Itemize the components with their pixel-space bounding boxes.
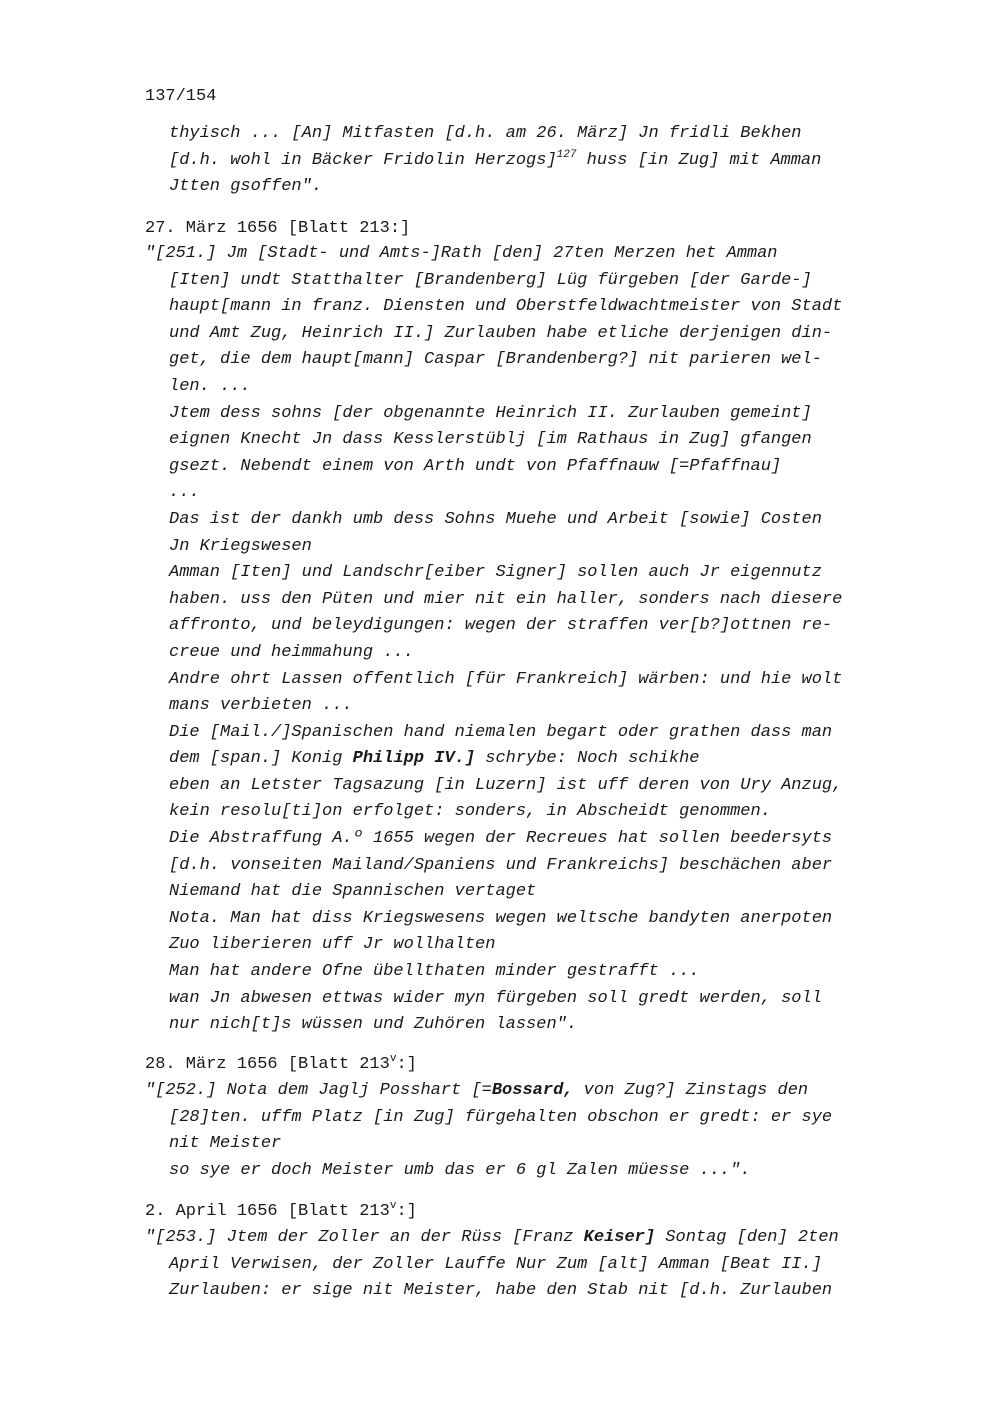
text-line: Jtem dess sohns [der obgenannte Heinrich II. Zurlauben gemeint]: [169, 403, 812, 423]
text-line: Das ist der dankh umb dess Sohns Muehe und Arbeit [sowie] Costen: [169, 509, 822, 529]
bold-name: Bossard,: [491, 1081, 574, 1100]
heading-text: 2. April 1656 [Blatt 213: [145, 1202, 390, 1221]
text-line: Zurlauben: er sige nit Meister, habe den Stab nit [d.h. Zurlauben: [169, 1281, 833, 1301]
text-line: Jtten gsoffen".: [169, 177, 323, 197]
text-line: eben an Letster Tagsazung [in Luzern] ist uff deren von Ury Anzug,: [169, 775, 843, 795]
text-line: Man hat andere Ofne übellthaten minder gestrafft ...: [169, 962, 700, 982]
text-segment: Sontag [den] 2ten: [655, 1228, 839, 1247]
heading-text: :]: [396, 1202, 417, 1221]
text-line: haupt[mann in franz. Diensten und Oberstfeldwachtmeister von Stadt: [169, 297, 843, 317]
bold-name: Philipp IV.]: [352, 749, 476, 769]
heading-text: 28. März 1656 [Blatt 213: [145, 1055, 390, 1074]
text-line: [Iten] undt Statthalter [Brandenberg] Lüg fürgeben [der Garde-]: [169, 270, 812, 290]
text-line: ...: [169, 483, 200, 503]
text-line: und Amt Zug, Heinrich II.] Zurlauben habe etliche derjenigen din-: [169, 323, 833, 343]
text-line: kein resolu[ti]on erfolget: sonders, in Abscheidt genommen.: [169, 802, 771, 822]
text-line: [145, 746, 915, 773]
entry-quote: [145, 1078, 915, 1184]
text-segment: "[252.] Nota dem Jaglj Posshart [=: [145, 1081, 492, 1100]
text-line: Die Abstraffung A.º 1655 wegen der Recreues hat sollen beedersyts: [169, 829, 833, 849]
text-line: wan Jn abwesen ettwas wider myn fürgeben soll gredt werden, soll: [169, 988, 822, 1008]
text-line: so sye er doch Meister umb das er 6 gl Zalen müesse ...".: [169, 1160, 751, 1180]
text-line: len. ...: [169, 376, 251, 396]
text-line: Andre ohrt Lassen offentlich [für Frankreich] wärben: und hie wolt: [169, 669, 843, 689]
entry-quote: [145, 1225, 915, 1305]
text-segment: dem [span.] Konig: [169, 749, 353, 769]
text-line: Zuo liberieren uff Jr wollhalten: [169, 935, 496, 955]
text-line: Amman [Iten] und Landschr[eiber Signer] sollen auch Jr eigennutz: [169, 563, 822, 583]
text-line: [145, 1225, 915, 1252]
entry-heading: [145, 1201, 417, 1223]
text-line: nit Meister: [169, 1134, 282, 1154]
text-line: mans verbieten ...: [169, 696, 353, 716]
text-segment: von Zug?] Zinstags den: [573, 1081, 809, 1100]
page-number: 137/154: [145, 87, 217, 106]
text-segment: "[253.] Jtem der Zoller an der Rüss [Franz: [145, 1228, 584, 1247]
text-segment: [d.h. wohl in Bäcker Fridolin Herzogs]: [169, 150, 557, 170]
text-line: Nota. Man hat diss Kriegswesens wegen weltsche bandyten anerpoten: [169, 908, 833, 928]
text-line: eignen Knecht Jn dass Kesslerstüblj [im Rathaus in Zug] gfangen: [169, 430, 812, 450]
heading-sup: v: [389, 1200, 397, 1212]
intro-quote: [145, 121, 915, 201]
entry-heading: [145, 1054, 417, 1076]
text-line: thyisch ... [An] Mitfasten [d.h. am 26. März] Jn fridli Bekhen: [169, 124, 802, 143]
text-line: [28]ten. uffm Platz [in Zug] fürgehalten obschon er gredt: er sye: [169, 1107, 833, 1127]
text-line: get, die dem haupt[mann] Caspar [Brandenberg?] nit parieren wel-: [169, 350, 822, 370]
text-line: nur nich[t]s wüssen und Zuhören lassen".: [169, 1015, 578, 1035]
text-line: haben. uss den Püten und mier nit ein haller, sonders nach diesere: [169, 589, 843, 609]
text-line: Jn Kriegswesen: [169, 536, 312, 556]
footnote-ref: 127: [556, 148, 577, 161]
text-line: creue und heimmahung ...: [169, 642, 414, 662]
entry-quote: [145, 241, 915, 1039]
text-line: [145, 1078, 915, 1105]
text-line: "[251.] Jm [Stadt- und Amts-]Rath [den] 27ten Merzen het Amman: [145, 244, 778, 263]
entry-heading: 27. März 1656 [Blatt 213:]: [145, 219, 411, 238]
heading-sup: v: [389, 1053, 397, 1065]
bold-name: Keiser]: [583, 1228, 656, 1247]
text-line: affronto, und beleydigungen: wegen der straffen ver[b?]ottnen re-: [169, 616, 833, 636]
text-line: April Verwisen, der Zoller Lauffe Nur Zum [alt] Amman [Beat II.]: [169, 1254, 822, 1274]
text-line: Niemand hat die Spannischen vertaget: [169, 882, 537, 902]
text-segment: huss [in Zug] mit Amman: [576, 150, 822, 170]
text-line: [145, 148, 915, 175]
text-line: [d.h. vonseiten Mailand/Spaniens und Frankreichs] beschächen aber: [169, 855, 833, 875]
text-line: gsezt. Nebendt einem von Arth undt von Pfaffnauw [=Pfaffnau]: [169, 456, 782, 476]
heading-text: :]: [396, 1055, 417, 1074]
text-line: Die [Mail./]Spanischen hand niemalen begart oder grathen dass man: [169, 722, 833, 742]
text-segment: schrybe: Noch schikhe: [475, 749, 700, 769]
